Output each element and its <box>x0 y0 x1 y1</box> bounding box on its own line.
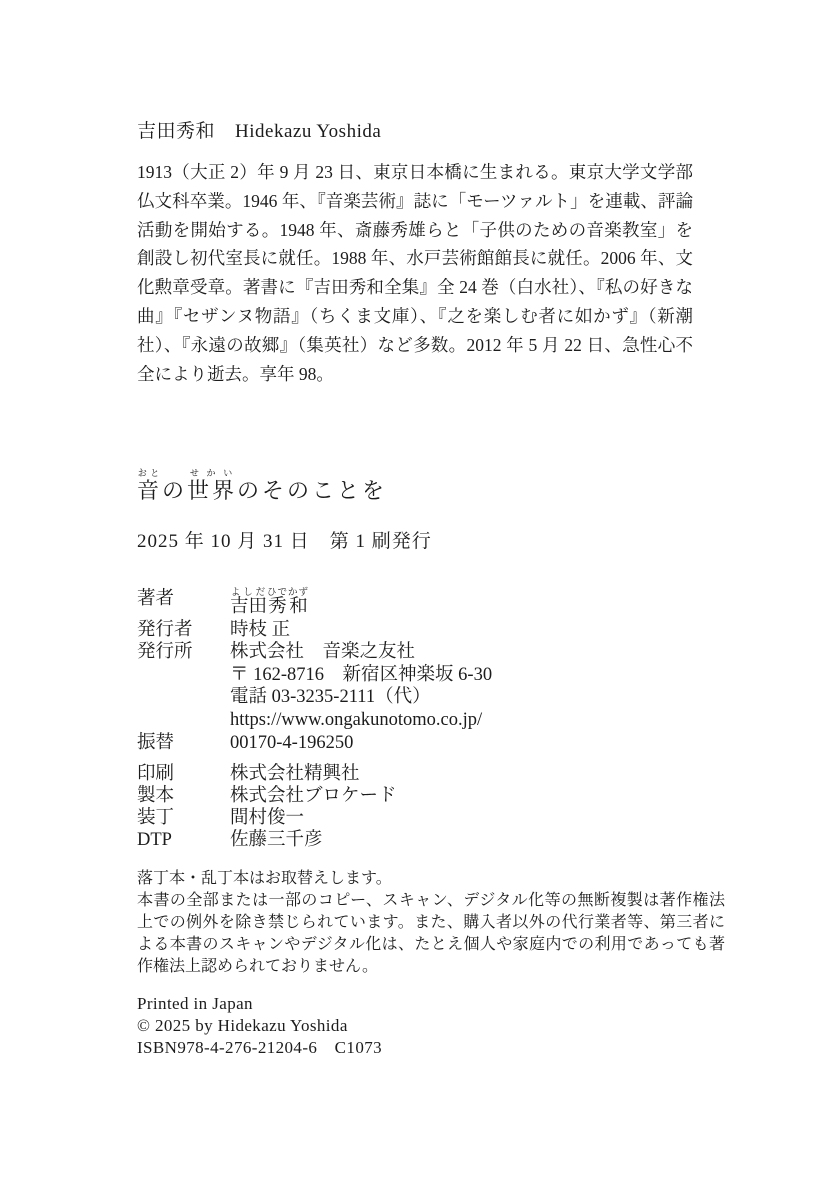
legal-notice <box>137 868 725 978</box>
publisher-phone: 電話 03-3235-2111（代） <box>230 687 431 708</box>
isbn-line: ISBN978-4-276-21204-6 C1073 <box>137 1038 383 1057</box>
publisher-address: 〒 162-8716 新宿区神楽坂 6-30 <box>230 664 493 685</box>
credit-label: 発行者 <box>137 619 193 640</box>
copyright-line: © 2025 by Hidekazu Yoshida <box>137 1016 348 1035</box>
author-heading <box>137 116 381 143</box>
production-row-dtp <box>137 829 397 851</box>
credit-label-author: 著者 <box>137 589 175 609</box>
production-row-design <box>137 807 397 829</box>
author-furigana-hidekazu: ひでかず <box>267 588 310 598</box>
publisher-url: https://www.ongakunotomo.co.jp/ <box>230 709 483 730</box>
production-label: 製本 <box>137 786 175 806</box>
credits-block <box>137 588 492 754</box>
credit-value-author <box>230 588 309 619</box>
author-name-ja: 吉田秀和 <box>137 121 216 142</box>
footer-block <box>137 993 382 1059</box>
author-base-yoshida: 吉田 <box>230 597 268 617</box>
credit-row-phone <box>137 686 492 709</box>
title-ruby-oto <box>137 468 163 503</box>
author-ruby-hidekazu <box>267 588 310 617</box>
credit-row-address <box>137 664 492 687</box>
production-row-binder <box>137 785 397 807</box>
title-furigana-2: せかい <box>187 468 238 478</box>
credit-label <box>137 664 230 687</box>
printed-in-japan: Printed in Japan <box>137 994 253 1013</box>
notice-replacement-line: 落丁本・乱丁本はお取替えします。 <box>137 870 392 887</box>
credit-label: 発行所 <box>137 642 193 663</box>
credit-row-author <box>137 588 492 619</box>
title-ruby-sekai <box>187 468 238 503</box>
notice-copyright-body: 本書の全部または一部のコピー、スキャン、デジタル化等の無断複製は著作権法上での例外を除き禁じられています。また、購入者以外の代行業者等、第三者による本書のスキャンやデジタル化は、たとえ個人や家庭内での利用であっても著作権法上認められておりません。 <box>137 892 725 975</box>
production-value: 間村俊一 <box>230 808 305 828</box>
author-biography: 1913（大正 2）年 9 月 23 日、東京日本橋に生まれる。東京大学文学部仏文科卒業。1946 年、『音楽芸術』誌に「モーツァルト」を連載、評論活動を開始する。1948 年、斎藤秀雄らと「子供のための音楽教室」を創設し初代室長に就任。1988 年、水戸芸術館館長に就任。2006 年、文化勲章受章。著書に『吉田秀和全集』全 24 巻（白水社）、『私の好きな曲』『セザンヌ物語』（ちくま文庫）、『之を楽しむ者に如かず』（新潮社）、『永遠の故郷』（集英社）など多数。2012 年 5 月 22 日、急性心不全により逝去。享年 98。 <box>137 162 693 384</box>
postal-transfer-number: 00170-4-196250 <box>230 732 354 753</box>
title-seg-2: 世界 <box>187 478 238 503</box>
author-furigana-yoshida: よしだ <box>230 588 267 598</box>
author-base-hidekazu: 秀和 <box>267 597 310 617</box>
author-ruby-yoshida <box>230 588 268 617</box>
credit-value: 時枝 正 <box>230 619 291 640</box>
credit-row-publisher-company <box>137 641 492 664</box>
credit-value: 株式会社 音楽之友社 <box>230 642 416 663</box>
production-block <box>137 763 397 851</box>
title-seg-0: 音 <box>137 478 163 503</box>
credit-row-publisher-person <box>137 619 492 642</box>
production-value: 株式会社精興社 <box>230 764 360 784</box>
credit-label <box>137 709 230 732</box>
author-name-romaji: Hidekazu Yoshida <box>235 121 382 142</box>
credit-label: 振替 <box>137 732 175 753</box>
production-label: DTP <box>137 830 172 850</box>
production-label: 印刷 <box>137 764 175 784</box>
production-value: 佐藤三千彦 <box>230 830 323 850</box>
title-seg-1: の <box>162 478 188 503</box>
edition-date-line: 2025 年 10 月 31 日 第 1 刷発行 <box>137 531 432 552</box>
title-furigana-0: おと <box>137 468 163 478</box>
credit-label <box>137 686 230 709</box>
production-row-printer <box>137 763 397 785</box>
production-value: 株式会社ブロケード <box>230 786 397 806</box>
title-seg-3: のそのことを <box>237 478 388 503</box>
book-title <box>137 468 387 508</box>
credit-row-postal-transfer <box>137 732 492 755</box>
production-label: 装丁 <box>137 808 175 828</box>
credit-row-url <box>137 709 492 732</box>
